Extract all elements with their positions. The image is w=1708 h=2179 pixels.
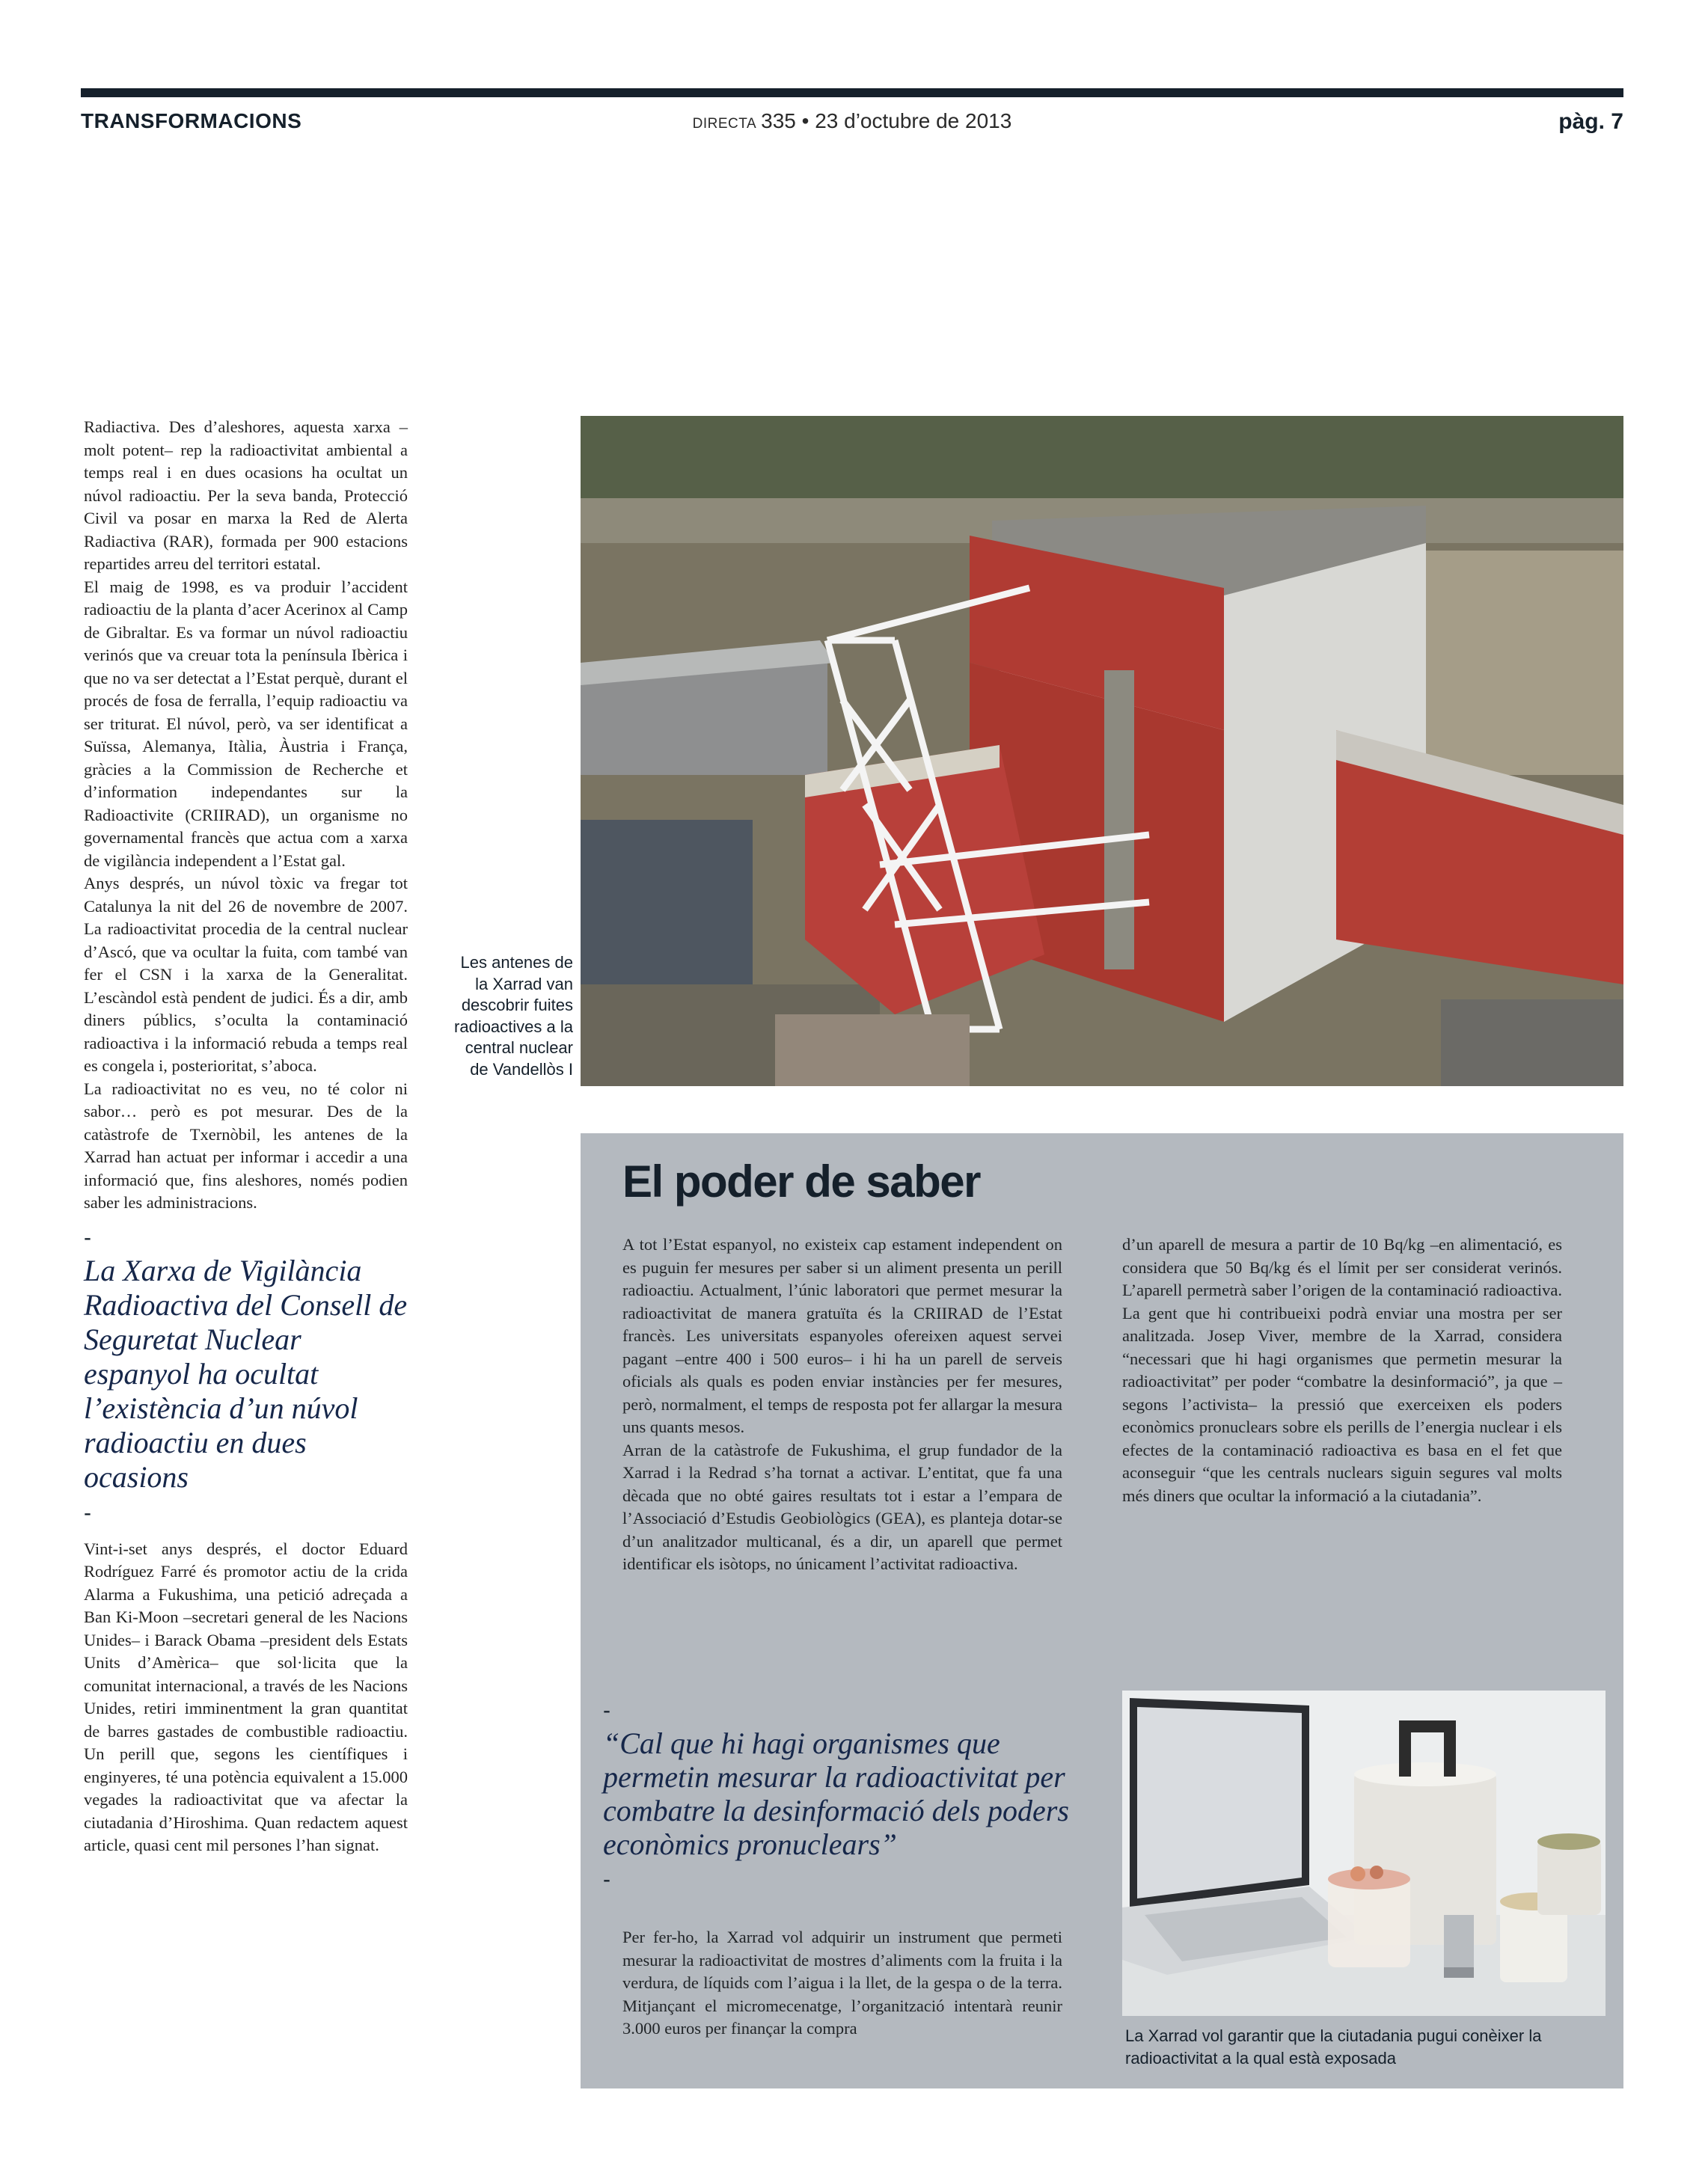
page-header	[81, 109, 1623, 139]
sidebar-pullquote: “Cal que hi hagi organismes que permetin mesurar la radioactivitat per combatre la desinformació dels poders econòmics pronuclears”	[603, 1726, 1069, 1861]
lab-equipment-photo	[1122, 1691, 1606, 2016]
publication-name: DIRECTA	[692, 116, 757, 132]
header-rule	[81, 88, 1623, 97]
sidebar-paragraph: Arran de la catàstrofe de Fukushima, el grup fundador de la Xarrad i la Redrad s’ha tornat a activar. L’entitat, que fa una dècada que no obté gaires resultats tot i estar a l’empara de l’Associació d’Estudis Geobiològics (GEA), es planteja dotar-se d’un analitzador multicanal, és a dir, un aparell que permet identificar els isòtops, no únicament l’activitat radioactiva.	[622, 1440, 1062, 1573]
lab-photo-caption: La Xarrad vol garantir que la ciutadania pugui conèixer la radioactivitat a la qual està exposada	[1125, 2026, 1542, 2068]
article-paragraph: Anys després, un núvol tòxic va fregar tot Catalunya la nit del 26 de novembre de 2007. La radioactivitat procedia de la central nuclear d’Ascó, que va ocultar la fuita, com també van fer el CSN i la xarxa de la Generalitat. L’escàndol està pendent de judici. És a dir, amb diners públics, s’oculta la contaminació radioactiva i la informació rebuda a temps real es congela i, posterioritat, s’aboca.	[84, 874, 408, 1075]
sidebar-column-1-end	[622, 1926, 1062, 2041]
sidebar-paragraph: Per fer-ho, la Xarrad vol adquirir un instrument que permeti mesurar la radioactivitat de mostres d’aliments com la fruita i la verdura, de líquids com l’aigua i la llet, de la gespa o de la terra. Mitjançant el micromecenatge, l’organització intentarà reunir 3.000 euros per finançar la compra	[622, 1928, 1062, 2038]
sidebar-paragraph: d’un aparell de mesura a partir de 10 Bq/kg –en alimentació, es considera que 50 Bq/kg és el límit per ser considerat verinós. L’aparell permetrà saber l’origen de la contaminació radioactiva. La gent que hi contribueixi podrà enviar una mostra per ser analitzada. Josep Viver, membre de la Xarrad, considera “necessari que hi hagi organismes que permetin mesurar la radioactivitat” per poder “combatre la desinformació”, ja que –segons l’activista– la pressió que exerceixen els poders econòmics pronuclears sobre els perills de l’energia nuclear i els efectes de la contaminació radioactiva es basa en el fet que aconseguir “que les centrals nuclears siguin segures val molts més diners que ocultar la informació a la ciutadania”.	[1122, 1235, 1562, 1505]
plant-photo-caption: Les antenes de la Xarrad van descobrir fuites radioactives a la central nuclear de Vandellòs I	[454, 953, 573, 1079]
article-paragraph: El maig de 1998, es va produir l’accident radioactiu de la planta d’acer Acerinox al Camp de Gibraltar. Es va formar un núvol radioactiu verinós que va creuar tota la península Ibèrica i que no va ser detectat a l’Estat perquè, durant el procés de fosa de ferralla, l’equip radioactiu va ser triturat. El núvol, però, va ser identificat a Suïssa, Alemanya, Itàlia, Àustria i França, gràcies a la Commission de Recherche et d’information independantes sur la Radioactivite (CRIIRAD), un organisme no governamental francès que actua com a xarxa de vigilància independent a l’Estat gal.	[84, 577, 408, 870]
quote-dash-top: -	[603, 1698, 610, 1723]
pullquote-dash-bottom: -	[84, 1500, 91, 1525]
sidebar-paragraph: A tot l’Estat espanyol, no existeix cap estament independent on es puguin fer mesures per saber si un aliment presenta un perill radioactiu. Actualment, l’únic laboratori que permet mesurar la radioactivitat de manera gratuïta és la CRIIRAD de l’Estat francès. Les universitats espanyoles ofereixen aquest servei pagant –entre 400 i 500 euros– i hi ha un parell de serveis oficials als quals es poden enviar instàncies per fer mesures, però, normalment, el temps de resposta pot fer allargar la mesura uns quants mesos.	[622, 1235, 1062, 1436]
nuclear-plant-photo	[581, 416, 1623, 1086]
pullquote: La Xarxa de Vigilància Radioactiva del Consell de Seguretat Nuclear espanyol ha ocultat l’existència d’un núvol radioactiu en dues ocasions	[84, 1253, 408, 1494]
article-paragraph: Vint-i-set anys després, el doctor Eduard Rodríguez Farré és promotor actiu de la crida Alarma a Fukushima, una petició adreçada a Ban Ki-Moon –secretari general de les Nacions Unides– i Barack Obama –president dels Estats Units d’Amèrica– que sol·licita que la comunitat internacional, a través de les Nacions Unides, retiri imminentment la gran quantitat de barres gastades de combustible radioactiu. Un perill que, segons les científiques i enginyeres, té una potència equivalent a 15.000 vegades la radioactivitat que va afectar la ciutadania d’Hiroshima. Quan redactem aquest article, quasi cent mil persones l’han signat.	[84, 1539, 408, 1854]
sidebar-column-2	[1122, 1233, 1562, 1507]
issue-date: 335 • 23 d’octubre de 2013	[761, 109, 1012, 132]
left-article-column	[84, 416, 408, 1857]
issue-line	[81, 109, 1623, 133]
aerial-plant-image	[581, 416, 1623, 1086]
pullquote-dash-top: -	[84, 1225, 91, 1250]
sidebar-box	[581, 1133, 1623, 2088]
article-paragraph: Radiactiva. Des d’aleshores, aquesta xarxa –molt potent– rep la radioactivitat ambiental a temps real i en dues ocasions ha ocultat un núvol radioactiu. Per la seva banda, Protecció Civil va posar en marxa la Red de Alerta Radiactiva (RAR), formada per 900 estacions repartides arreu del territori estatal.	[84, 417, 408, 573]
sidebar-column-1	[622, 1233, 1062, 1576]
laptop-and-samples-image	[1122, 1691, 1606, 2016]
sidebar-title: El poder de saber	[622, 1156, 980, 1207]
article-paragraph: La radioactivitat no es veu, no té color ni sabor… però es pot mesurar. Des de la catàstrofe de Txernòbil, les antenes de la Xarrad han actuat per informar i accedir a una informació que, fins aleshores, només podien saber les administracions.	[84, 1079, 408, 1212]
section-name: TRANSFORMACIONS	[81, 109, 302, 132]
sidebar-quote-block	[603, 1698, 1112, 1893]
quote-dash-bottom: -	[603, 1867, 610, 1892]
page-number: pàg. 7	[1558, 109, 1623, 134]
